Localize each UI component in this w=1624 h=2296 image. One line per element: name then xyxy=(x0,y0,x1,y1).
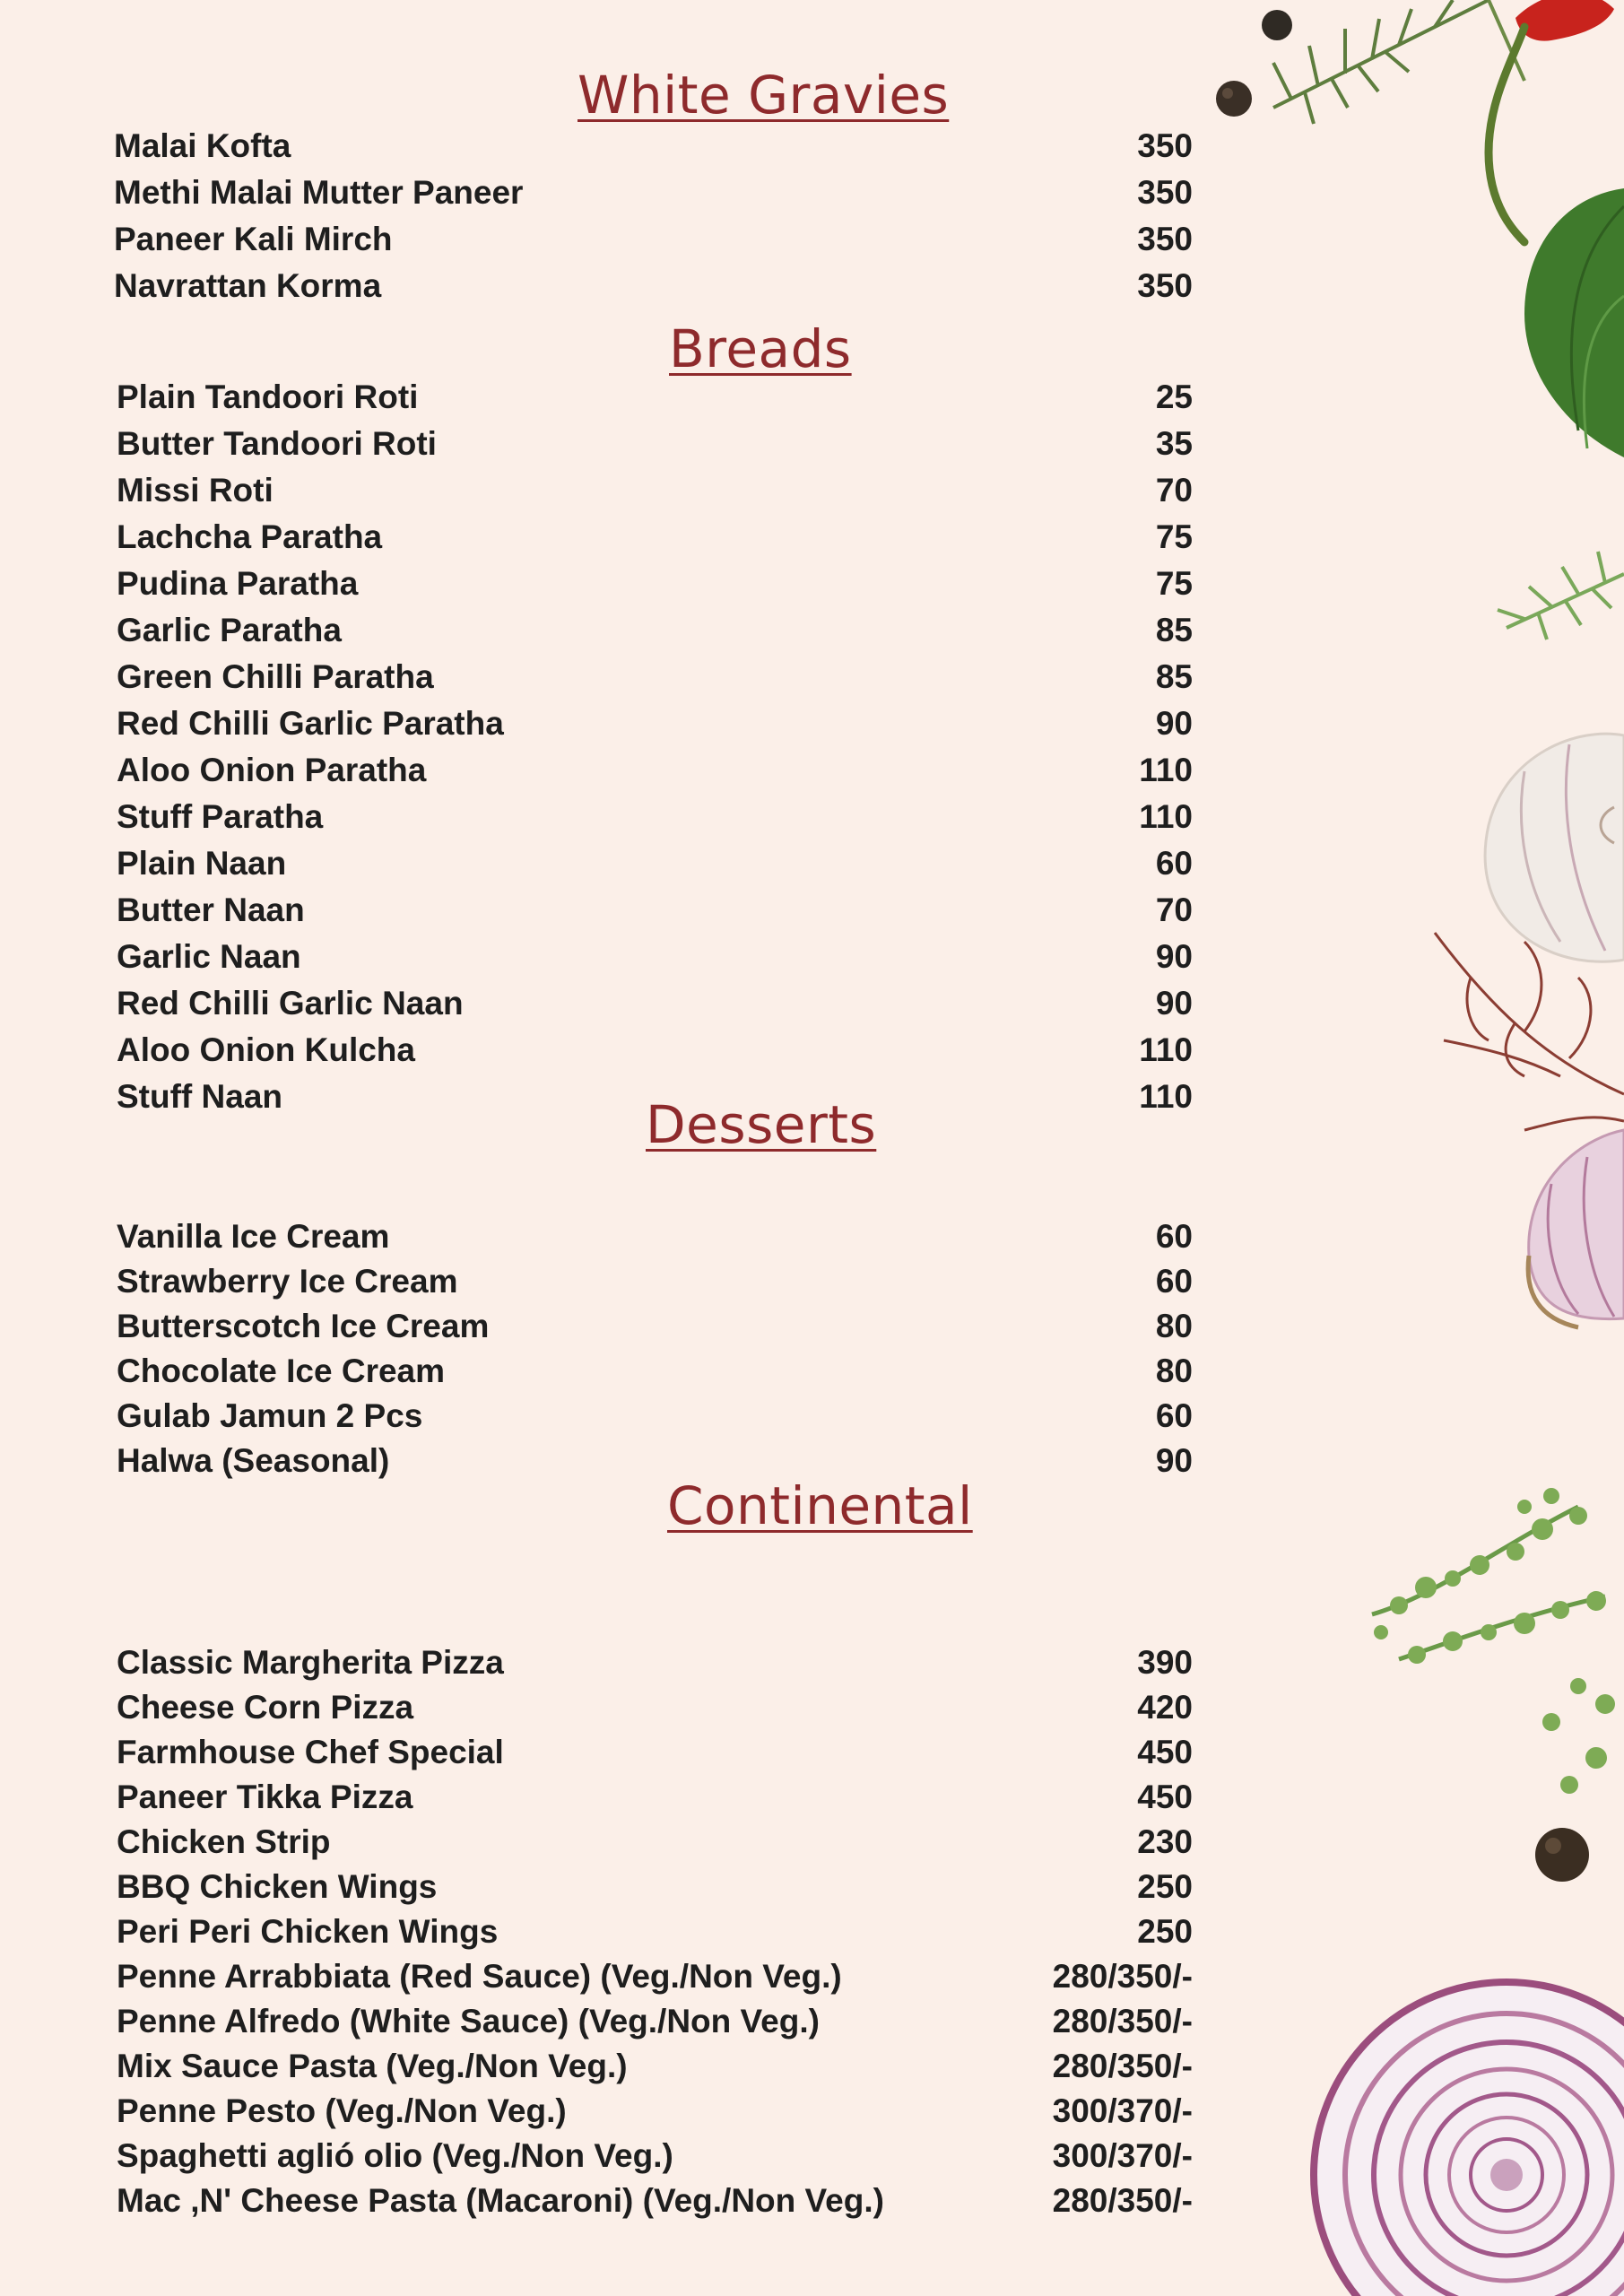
item-name: Green Chilli Paratha xyxy=(117,658,434,695)
rosemary-sprig-icon xyxy=(1273,0,1524,124)
item-price: 300/370/- xyxy=(1052,2092,1193,2129)
menu-item-row xyxy=(0,981,1193,1026)
item-name: Pudina Paratha xyxy=(117,565,359,602)
item-name: Malai Kofta xyxy=(114,127,291,164)
menu-item-row xyxy=(0,1640,1193,1685)
menu-item-row xyxy=(0,888,1193,933)
menu-item-row xyxy=(0,655,1193,700)
item-price: 280/350/- xyxy=(1052,2182,1193,2219)
item-name: Cheese Corn Pizza xyxy=(117,1689,414,1726)
menu-item-row xyxy=(0,935,1193,979)
item-name: Peri Peri Chicken Wings xyxy=(117,1913,499,1950)
item-price: 60 xyxy=(1155,1397,1193,1434)
item-price: 350 xyxy=(1137,221,1193,257)
menu-item-row xyxy=(0,2134,1193,2179)
menu-item-row xyxy=(0,1730,1193,1775)
item-price: 350 xyxy=(1137,174,1193,211)
menu-item-row xyxy=(0,468,1193,513)
item-name: Red Chilli Garlic Paratha xyxy=(117,705,504,742)
menu-item-row xyxy=(0,561,1193,606)
item-name: Navrattan Korma xyxy=(114,267,382,304)
item-name: Paneer Tikka Pizza xyxy=(117,1779,413,1815)
menu-item-row xyxy=(0,1999,1193,2044)
item-price: 230 xyxy=(1137,1823,1193,1860)
item-name: Stuff Naan xyxy=(117,1078,282,1115)
menu-item-row xyxy=(0,2089,1193,2134)
item-name: Aloo Onion Paratha xyxy=(117,752,427,788)
garlic-bulb-icon xyxy=(1485,734,1624,961)
menu-item-row xyxy=(0,701,1193,746)
item-price: 60 xyxy=(1155,845,1193,882)
item-price: 250 xyxy=(1137,1868,1193,1905)
menu-item-row xyxy=(0,1394,1193,1439)
item-price: 420 xyxy=(1137,1689,1193,1726)
menu-item-row xyxy=(0,375,1193,420)
item-price: 450 xyxy=(1137,1779,1193,1815)
item-name: Garlic Paratha xyxy=(117,612,342,648)
item-name: Methi Malai Mutter Paneer xyxy=(114,174,524,211)
item-name: Chicken Strip xyxy=(117,1823,331,1860)
item-name: Plain Naan xyxy=(117,845,287,882)
item-name: Gulab Jamun 2 Pcs xyxy=(117,1397,423,1434)
item-name: Penne Arrabbiata (Red Sauce) (Veg./Non Veg.) xyxy=(117,1958,842,1995)
item-price: 280/350/- xyxy=(1052,2048,1193,2084)
section-title-white-gravies: White Gravies xyxy=(578,65,950,126)
decorative-ingredients xyxy=(1193,0,1624,2296)
menu-item-row xyxy=(0,1074,1193,1119)
item-name: Mac ,N' Cheese Pasta (Macaroni) (Veg./Non Veg.) xyxy=(117,2182,884,2219)
red-onion-slice-icon xyxy=(1314,1982,1624,2296)
item-price: 75 xyxy=(1155,565,1193,602)
item-price: 60 xyxy=(1155,1218,1193,1255)
item-price: 25 xyxy=(1155,378,1193,415)
item-price: 70 xyxy=(1155,472,1193,509)
item-price: 90 xyxy=(1155,938,1193,975)
item-name: Classic Margherita Pizza xyxy=(117,1644,504,1681)
item-price: 450 xyxy=(1137,1734,1193,1770)
section-title-breads: Breads xyxy=(669,318,852,379)
section-title-desserts: Desserts xyxy=(646,1094,877,1155)
menu-item-row xyxy=(0,1214,1193,1259)
menu-item-row xyxy=(0,2044,1193,2089)
menu-item-row xyxy=(0,1304,1193,1349)
item-price: 250 xyxy=(1137,1913,1193,1950)
menu-item-row xyxy=(0,1909,1193,1954)
item-name: Garlic Naan xyxy=(117,938,301,975)
item-price: 80 xyxy=(1155,1308,1193,1344)
item-name: Mix Sauce Pasta (Veg./Non Veg.) xyxy=(117,2048,628,2084)
item-name: Chocolate Ice Cream xyxy=(117,1352,446,1389)
item-price: 70 xyxy=(1155,891,1193,928)
section-title-continental: Continental xyxy=(667,1475,973,1536)
menu-item-row xyxy=(0,515,1193,560)
menu-item-row xyxy=(0,1439,1193,1483)
item-name: Penne Alfredo (White Sauce) (Veg./Non Veg.) xyxy=(117,2003,820,2039)
item-price: 300/370/- xyxy=(1052,2137,1193,2174)
item-price: 350 xyxy=(1137,267,1193,304)
menu-item-row xyxy=(0,841,1193,886)
thyme-sprig-icon xyxy=(1372,552,1624,1659)
item-price: 110 xyxy=(1139,1031,1193,1068)
menu-item-row xyxy=(0,1865,1193,1909)
item-name: Aloo Onion Kulcha xyxy=(117,1031,415,1068)
menu-item-row xyxy=(0,1954,1193,1999)
item-name: Missi Roti xyxy=(117,472,274,509)
menu-item-row xyxy=(0,795,1193,839)
item-price: 280/350/- xyxy=(1052,2003,1193,2039)
item-price: 90 xyxy=(1155,705,1193,742)
item-name: Halwa (Seasonal) xyxy=(117,1442,390,1479)
item-name: Red Chilli Garlic Naan xyxy=(117,985,464,1022)
item-price: 90 xyxy=(1155,985,1193,1022)
menu-item-row xyxy=(0,748,1193,793)
menu-item-row xyxy=(0,422,1193,466)
item-name: Vanilla Ice Cream xyxy=(117,1218,390,1255)
menu-item-row xyxy=(0,264,1193,309)
item-name: Stuff Paratha xyxy=(117,798,324,835)
menu-item-row xyxy=(0,608,1193,653)
menu-item-row xyxy=(0,1820,1193,1865)
item-name: Butter Naan xyxy=(117,891,305,928)
menu-item-row xyxy=(0,1028,1193,1073)
item-price: 110 xyxy=(1139,798,1193,835)
basil-leaf-icon xyxy=(1524,188,1624,457)
item-price: 35 xyxy=(1155,425,1193,462)
item-price: 85 xyxy=(1155,612,1193,648)
menu-item-row xyxy=(0,124,1193,169)
item-name: Strawberry Ice Cream xyxy=(117,1263,458,1300)
item-name: Lachcha Paratha xyxy=(117,518,383,555)
menu-item-row xyxy=(0,1259,1193,1304)
item-name: BBQ Chicken Wings xyxy=(117,1868,438,1905)
item-price: 350 xyxy=(1137,127,1193,164)
shallot-icon xyxy=(1528,1130,1624,1327)
item-name: Farmhouse Chef Special xyxy=(117,1734,504,1770)
item-name: Butter Tandoori Roti xyxy=(117,425,437,462)
thyme-leaves xyxy=(1374,1488,1615,1794)
item-name: Plain Tandoori Roti xyxy=(117,378,419,415)
item-price: 110 xyxy=(1139,1078,1193,1115)
menu-item-row xyxy=(0,2179,1193,2223)
item-price: 75 xyxy=(1155,518,1193,555)
item-name: Butterscotch Ice Cream xyxy=(117,1308,490,1344)
menu-item-row xyxy=(0,1349,1193,1394)
item-price: 280/350/- xyxy=(1052,1958,1193,1995)
menu-item-row xyxy=(0,1775,1193,1820)
menu-item-row xyxy=(0,217,1193,262)
item-price: 390 xyxy=(1137,1644,1193,1681)
item-name: Penne Pesto (Veg./Non Veg.) xyxy=(117,2092,567,2129)
menu-item-row xyxy=(0,1685,1193,1730)
item-price: 60 xyxy=(1155,1263,1193,1300)
menu-item-row xyxy=(0,170,1193,215)
item-price: 90 xyxy=(1155,1442,1193,1479)
item-name: Spaghetti aglió olio (Veg./Non Veg.) xyxy=(117,2137,673,2174)
item-price: 110 xyxy=(1139,752,1193,788)
item-price: 80 xyxy=(1155,1352,1193,1389)
item-price: 85 xyxy=(1155,658,1193,695)
item-name: Paneer Kali Mirch xyxy=(114,221,393,257)
